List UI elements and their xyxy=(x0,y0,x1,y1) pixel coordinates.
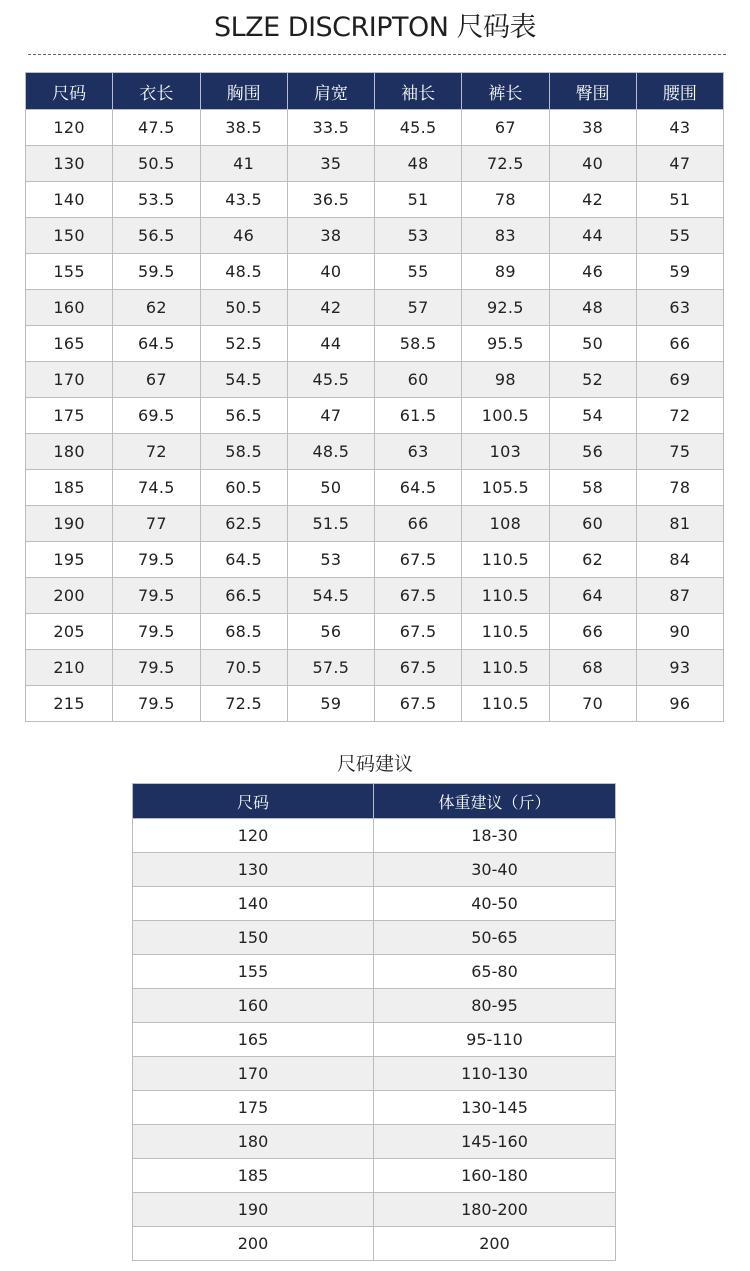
size-table-cell: 56 xyxy=(549,434,636,470)
size-table-cell: 59.5 xyxy=(113,254,200,290)
weight-table-row xyxy=(133,1159,616,1193)
size-table-cell: 47 xyxy=(287,398,374,434)
size-table-cell: 93 xyxy=(636,650,723,686)
size-table-cell: 72 xyxy=(113,434,200,470)
size-header-cell: 胸围 xyxy=(200,73,287,110)
size-table-cell: 185 xyxy=(26,470,113,506)
size-header-cell: 腰围 xyxy=(636,73,723,110)
size-table-cell: 45.5 xyxy=(375,110,462,146)
size-table-cell: 41 xyxy=(200,146,287,182)
size-table-row xyxy=(26,182,724,218)
size-table-cell: 78 xyxy=(636,470,723,506)
size-table-row xyxy=(26,470,724,506)
size-table-cell: 89 xyxy=(462,254,549,290)
size-table-cell: 108 xyxy=(462,506,549,542)
size-table-cell: 78 xyxy=(462,182,549,218)
weight-table-row xyxy=(133,1125,616,1159)
size-table-row xyxy=(26,578,724,614)
size-table-cell: 38 xyxy=(549,110,636,146)
size-table-cell: 155 xyxy=(26,254,113,290)
size-table-cell: 120 xyxy=(26,110,113,146)
weight-table-cell: 185 xyxy=(133,1159,374,1193)
size-table-cell: 58 xyxy=(549,470,636,506)
size-table-row xyxy=(26,614,724,650)
size-table-cell: 56 xyxy=(287,614,374,650)
size-table-cell: 79.5 xyxy=(113,650,200,686)
size-table-cell: 47 xyxy=(636,146,723,182)
weight-table-body xyxy=(133,819,616,1261)
weight-table-cell: 140 xyxy=(133,887,374,921)
size-table-cell: 60 xyxy=(549,506,636,542)
size-table-row xyxy=(26,542,724,578)
weight-table-cell: 65-80 xyxy=(374,955,616,989)
size-table-row xyxy=(26,398,724,434)
weight-table-header-row xyxy=(133,784,616,819)
size-table-cell: 50 xyxy=(549,326,636,362)
size-table-row xyxy=(26,110,724,146)
size-table-row xyxy=(26,218,724,254)
weight-table-cell: 30-40 xyxy=(374,853,616,887)
weight-table-cell: 180-200 xyxy=(374,1193,616,1227)
size-table-cell: 40 xyxy=(549,146,636,182)
size-table-cell: 52.5 xyxy=(200,326,287,362)
size-table-cell: 62 xyxy=(113,290,200,326)
weight-table-cell: 190 xyxy=(133,1193,374,1227)
size-table-cell: 42 xyxy=(287,290,374,326)
size-table-cell: 56.5 xyxy=(113,218,200,254)
size-table-cell: 54.5 xyxy=(287,578,374,614)
size-table-cell: 105.5 xyxy=(462,470,549,506)
dashed-divider xyxy=(28,54,726,55)
size-table-cell: 67.5 xyxy=(375,686,462,722)
size-table-cell: 215 xyxy=(26,686,113,722)
weight-table-cell: 50-65 xyxy=(374,921,616,955)
size-table-cell: 67.5 xyxy=(375,542,462,578)
weight-table-row xyxy=(133,989,616,1023)
weight-table-cell: 200 xyxy=(374,1227,616,1261)
size-table-cell: 57.5 xyxy=(287,650,374,686)
size-table-row xyxy=(26,290,724,326)
size-table-cell: 46 xyxy=(200,218,287,254)
weight-table-cell: 160 xyxy=(133,989,374,1023)
weight-table-cell: 155 xyxy=(133,955,374,989)
weight-table-cell: 175 xyxy=(133,1091,374,1125)
size-table-cell: 150 xyxy=(26,218,113,254)
size-table-cell: 130 xyxy=(26,146,113,182)
weight-table-cell: 95-110 xyxy=(374,1023,616,1057)
size-table-cell: 83 xyxy=(462,218,549,254)
weight-table-cell: 150 xyxy=(133,921,374,955)
size-table-cell: 51.5 xyxy=(287,506,374,542)
weight-table-cell: 110-130 xyxy=(374,1057,616,1091)
size-table-cell: 33.5 xyxy=(287,110,374,146)
size-table-cell: 110.5 xyxy=(462,614,549,650)
size-table-cell: 67.5 xyxy=(375,650,462,686)
size-table-cell: 195 xyxy=(26,542,113,578)
size-table-row xyxy=(26,362,724,398)
size-table-cell: 40 xyxy=(287,254,374,290)
weight-table-row xyxy=(133,887,616,921)
size-table-cell: 35 xyxy=(287,146,374,182)
size-table-cell: 110.5 xyxy=(462,578,549,614)
weight-table-cell: 160-180 xyxy=(374,1159,616,1193)
size-table-cell: 67 xyxy=(113,362,200,398)
size-table-cell: 61.5 xyxy=(375,398,462,434)
size-table-cell: 59 xyxy=(636,254,723,290)
size-table-cell: 45.5 xyxy=(287,362,374,398)
weight-table-row xyxy=(133,1057,616,1091)
weight-table-cell: 200 xyxy=(133,1227,374,1261)
size-table-cell: 66.5 xyxy=(200,578,287,614)
size-table-body xyxy=(26,110,724,722)
size-table-cell: 60.5 xyxy=(200,470,287,506)
size-table-cell: 53.5 xyxy=(113,182,200,218)
size-table-cell: 110.5 xyxy=(462,542,549,578)
weight-table-cell: 170 xyxy=(133,1057,374,1091)
size-table-cell: 75 xyxy=(636,434,723,470)
weight-table-cell: 40-50 xyxy=(374,887,616,921)
size-table-cell: 62.5 xyxy=(200,506,287,542)
size-table-cell: 43 xyxy=(636,110,723,146)
size-table-cell: 79.5 xyxy=(113,542,200,578)
size-table-cell: 50.5 xyxy=(200,290,287,326)
size-table-row xyxy=(26,506,724,542)
size-table-header-row xyxy=(26,73,724,110)
weight-table-row xyxy=(133,955,616,989)
size-table-cell: 175 xyxy=(26,398,113,434)
size-table-cell: 90 xyxy=(636,614,723,650)
size-table-cell: 46 xyxy=(549,254,636,290)
size-table-cell: 69.5 xyxy=(113,398,200,434)
size-table-cell: 63 xyxy=(375,434,462,470)
size-table-cell: 70 xyxy=(549,686,636,722)
weight-header-cell: 体重建议（斤） xyxy=(374,784,616,819)
size-table-cell: 98 xyxy=(462,362,549,398)
size-table-cell: 190 xyxy=(26,506,113,542)
size-table-cell: 67.5 xyxy=(375,578,462,614)
weight-table-row xyxy=(133,853,616,887)
size-table-cell: 68 xyxy=(549,650,636,686)
weight-table-cell: 130-145 xyxy=(374,1091,616,1125)
size-table-row xyxy=(26,254,724,290)
size-table-cell: 42 xyxy=(549,182,636,218)
size-table-cell: 58.5 xyxy=(200,434,287,470)
size-table-cell: 53 xyxy=(287,542,374,578)
weight-table-cell: 18-30 xyxy=(374,819,616,853)
size-table-cell: 165 xyxy=(26,326,113,362)
size-table-row xyxy=(26,326,724,362)
size-table-cell: 81 xyxy=(636,506,723,542)
size-table-cell: 87 xyxy=(636,578,723,614)
size-table-cell: 72.5 xyxy=(462,146,549,182)
size-table-cell: 62 xyxy=(549,542,636,578)
size-table-cell: 110.5 xyxy=(462,650,549,686)
size-table-cell: 79.5 xyxy=(113,578,200,614)
size-table-cell: 96 xyxy=(636,686,723,722)
size-table-cell: 72 xyxy=(636,398,723,434)
size-table-cell: 55 xyxy=(375,254,462,290)
weight-table-row xyxy=(133,1023,616,1057)
size-table-cell: 64.5 xyxy=(113,326,200,362)
size-table-cell: 52 xyxy=(549,362,636,398)
size-table-cell: 95.5 xyxy=(462,326,549,362)
size-table-cell: 57 xyxy=(375,290,462,326)
size-table-cell: 64.5 xyxy=(200,542,287,578)
weight-table-row xyxy=(133,921,616,955)
size-table-cell: 74.5 xyxy=(113,470,200,506)
size-table-cell: 53 xyxy=(375,218,462,254)
size-table-cell: 66 xyxy=(549,614,636,650)
size-table-cell: 180 xyxy=(26,434,113,470)
size-table-cell: 48.5 xyxy=(200,254,287,290)
size-table-cell: 100.5 xyxy=(462,398,549,434)
size-header-cell: 臀围 xyxy=(549,73,636,110)
weight-table-cell: 130 xyxy=(133,853,374,887)
size-table-cell: 54 xyxy=(549,398,636,434)
size-table-cell: 44 xyxy=(287,326,374,362)
size-table-cell: 43.5 xyxy=(200,182,287,218)
size-table-cell: 66 xyxy=(375,506,462,542)
size-table-cell: 79.5 xyxy=(113,614,200,650)
size-table-cell: 55 xyxy=(636,218,723,254)
size-table-cell: 44 xyxy=(549,218,636,254)
size-table-cell: 58.5 xyxy=(375,326,462,362)
size-table-cell: 38 xyxy=(287,218,374,254)
size-table-cell: 47.5 xyxy=(113,110,200,146)
size-table-cell: 92.5 xyxy=(462,290,549,326)
size-table-cell: 69 xyxy=(636,362,723,398)
weight-table-cell: 145-160 xyxy=(374,1125,616,1159)
size-header-cell: 袖长 xyxy=(375,73,462,110)
size-table-cell: 68.5 xyxy=(200,614,287,650)
size-table-cell: 50 xyxy=(287,470,374,506)
size-table-cell: 77 xyxy=(113,506,200,542)
size-table-cell: 110.5 xyxy=(462,686,549,722)
size-table-cell: 72.5 xyxy=(200,686,287,722)
size-table-cell: 103 xyxy=(462,434,549,470)
size-table-row xyxy=(26,686,724,722)
size-table-cell: 56.5 xyxy=(200,398,287,434)
weight-table-cell: 180 xyxy=(133,1125,374,1159)
size-table-cell: 70.5 xyxy=(200,650,287,686)
size-table-cell: 205 xyxy=(26,614,113,650)
size-table-cell: 50.5 xyxy=(113,146,200,182)
page-title: SLZE DISCRIPTON 尺码表 xyxy=(213,12,537,43)
size-table-cell: 64.5 xyxy=(375,470,462,506)
size-header-cell: 尺码 xyxy=(26,73,113,110)
size-chart-table xyxy=(25,72,724,722)
weight-recommendation-table xyxy=(132,783,616,1261)
size-header-cell: 肩宽 xyxy=(287,73,374,110)
size-table-cell: 63 xyxy=(636,290,723,326)
weight-table-row xyxy=(133,1227,616,1261)
size-table-cell: 51 xyxy=(636,182,723,218)
size-table-cell: 54.5 xyxy=(200,362,287,398)
size-table-cell: 48.5 xyxy=(287,434,374,470)
weight-table-row xyxy=(133,819,616,853)
size-table-cell: 160 xyxy=(26,290,113,326)
size-table-cell: 64 xyxy=(549,578,636,614)
size-table-cell: 140 xyxy=(26,182,113,218)
size-table-cell: 48 xyxy=(549,290,636,326)
weight-header-cell: 尺码 xyxy=(133,784,374,819)
size-table-row xyxy=(26,650,724,686)
size-table-cell: 84 xyxy=(636,542,723,578)
size-table-cell: 170 xyxy=(26,362,113,398)
weight-table-cell: 120 xyxy=(133,819,374,853)
size-table-cell: 210 xyxy=(26,650,113,686)
size-header-cell: 衣长 xyxy=(113,73,200,110)
size-table-cell: 36.5 xyxy=(287,182,374,218)
size-table-cell: 67.5 xyxy=(375,614,462,650)
size-table-cell: 51 xyxy=(375,182,462,218)
weight-table-row xyxy=(133,1193,616,1227)
size-table-cell: 67 xyxy=(462,110,549,146)
size-table-cell: 48 xyxy=(375,146,462,182)
size-header-cell: 裤长 xyxy=(462,73,549,110)
size-table-cell: 60 xyxy=(375,362,462,398)
size-table-cell: 200 xyxy=(26,578,113,614)
size-table-cell: 38.5 xyxy=(200,110,287,146)
size-table-cell: 79.5 xyxy=(113,686,200,722)
size-table-row xyxy=(26,146,724,182)
weight-table-cell: 80-95 xyxy=(374,989,616,1023)
size-table-row xyxy=(26,434,724,470)
size-table-cell: 59 xyxy=(287,686,374,722)
weight-table-cell: 165 xyxy=(133,1023,374,1057)
weight-section-title: 尺码建议 xyxy=(336,753,413,775)
size-table-cell: 66 xyxy=(636,326,723,362)
weight-table-row xyxy=(133,1091,616,1125)
